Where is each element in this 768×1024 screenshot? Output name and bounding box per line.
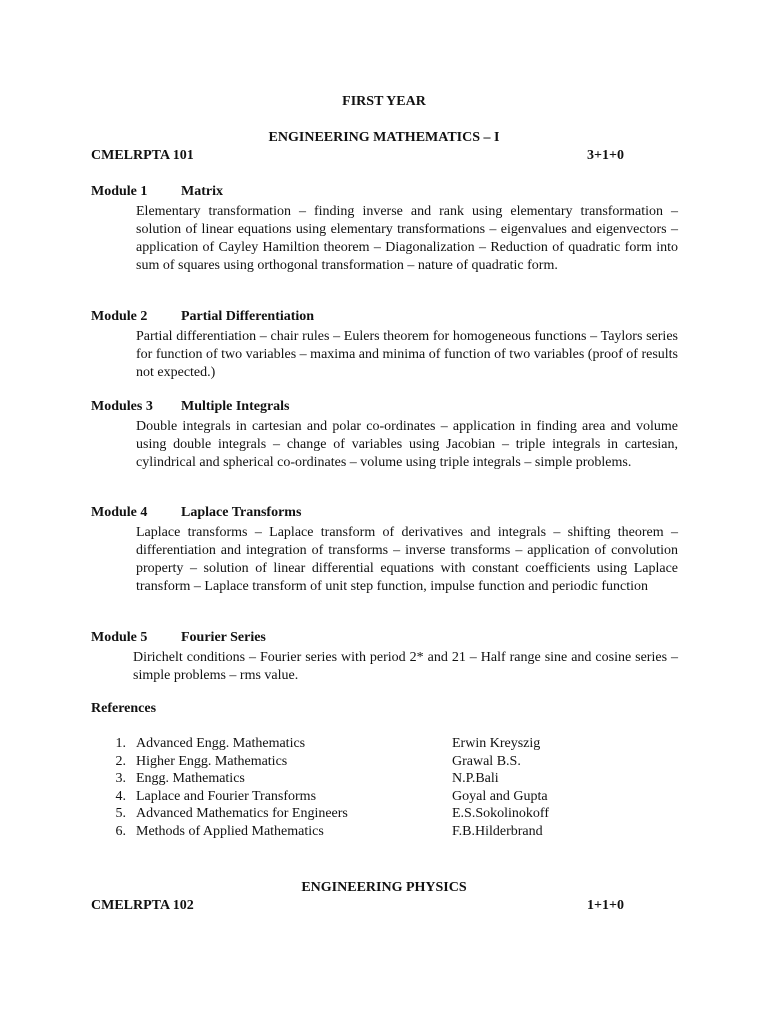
module-content: Double integrals in cartesian and polar co-ordinates – application in finding area and volume using double integrals – change of variables using Jacobian – triple integrals in cartesian, cylindrical and spherical co-ordinates – volume using triple integrals – simple problems. <box>136 419 678 470</box>
module-title: Multiple Integrals <box>181 399 290 414</box>
module-heading <box>91 629 679 647</box>
module-3 <box>91 398 679 472</box>
module-title: Fourier Series <box>181 630 266 645</box>
course-credits: 3+1+0 <box>587 148 624 163</box>
course-credits: 1+1+0 <box>587 898 624 913</box>
module-2 <box>91 308 679 382</box>
module-content: Elementary transformation – finding inverse and rank using elementary transformation – solution of linear equations using elementary transformations – eigenvalues and eigenvectors – application of Cayley Hamiltion theorem – Diagonalization – Reduction of quadratic form into sum of squares using orthogonal transformation – nature of quadratic form. <box>136 204 678 273</box>
module-5 <box>91 629 679 685</box>
reference-author: Grawal B.S. <box>452 753 521 769</box>
module-1 <box>91 183 679 275</box>
reference-title: Methods of Applied Mathematics <box>136 823 324 839</box>
reference-title: Higher Engg. Mathematics <box>136 753 288 769</box>
year-title: FIRST YEAR <box>342 94 426 109</box>
module-title: Matrix <box>181 184 223 199</box>
course-title: ENGINEERING MATHEMATICS – I <box>268 130 500 145</box>
module-heading <box>91 398 679 416</box>
course-code: CMELRPTA 101 <box>91 148 194 163</box>
module-heading <box>91 308 679 326</box>
module-number: Module 4 <box>91 505 148 520</box>
list-item <box>91 823 651 841</box>
reference-author: F.B.Hilderbrand <box>452 823 543 839</box>
reference-title: Advanced Engg. Mathematics <box>136 736 306 751</box>
list-item <box>91 753 651 771</box>
reference-number: 2. <box>115 753 126 769</box>
module-content: Dirichelt conditions – Fourier series with period 2* and 21 – Half range sine and cosine series – simple problems – rms value. <box>133 650 678 683</box>
module-number: Module 2 <box>91 309 148 324</box>
reference-title: Engg. Mathematics <box>136 771 245 787</box>
reference-number: 3. <box>115 771 126 787</box>
reference-author: N.P.Bali <box>452 771 499 787</box>
module-heading <box>91 504 679 522</box>
module-title: Partial Differentiation <box>181 309 315 324</box>
module-number: Module 5 <box>91 630 148 645</box>
references-list <box>91 735 651 841</box>
course-code: CMELRPTA 102 <box>91 898 194 913</box>
reference-number: 1. <box>115 736 126 751</box>
reference-title: Laplace and Fourier Transforms <box>136 788 317 804</box>
list-item <box>91 805 651 823</box>
course-title: ENGINEERING PHYSICS <box>301 880 467 895</box>
module-number: Modules 3 <box>91 399 153 414</box>
references-heading: References <box>91 701 157 716</box>
list-item <box>91 770 651 788</box>
list-item <box>91 788 651 806</box>
module-heading <box>91 183 679 201</box>
list-item <box>91 735 651 753</box>
reference-number: 5. <box>115 806 126 822</box>
reference-author: Goyal and Gupta <box>452 788 548 804</box>
reference-number: 6. <box>115 823 126 839</box>
module-title: Laplace Transforms <box>181 505 302 520</box>
reference-title: Advanced Mathematics for Engineers <box>136 806 348 822</box>
module-4 <box>91 504 679 596</box>
module-content: Partial differentiation – chair rules – Eulers theorem for homogeneous functions – Taylors series for function of two variables – maxima and minima of function of two variables (proof of results not expected.) <box>136 329 678 380</box>
module-content: Laplace transforms – Laplace transform of derivatives and integrals – shifting theorem – differentiation and integration of transforms – inverse transforms – application of convolution property – solution of linear differential equations with constant coefficients using Laplace transform – Laplace transform of unit step function, impulse function and periodic function <box>136 525 678 594</box>
reference-author: E.S.Sokolinokoff <box>452 806 549 822</box>
reference-author: Erwin Kreyszig <box>452 736 541 751</box>
module-number: Module 1 <box>91 184 148 199</box>
reference-number: 4. <box>115 788 126 804</box>
